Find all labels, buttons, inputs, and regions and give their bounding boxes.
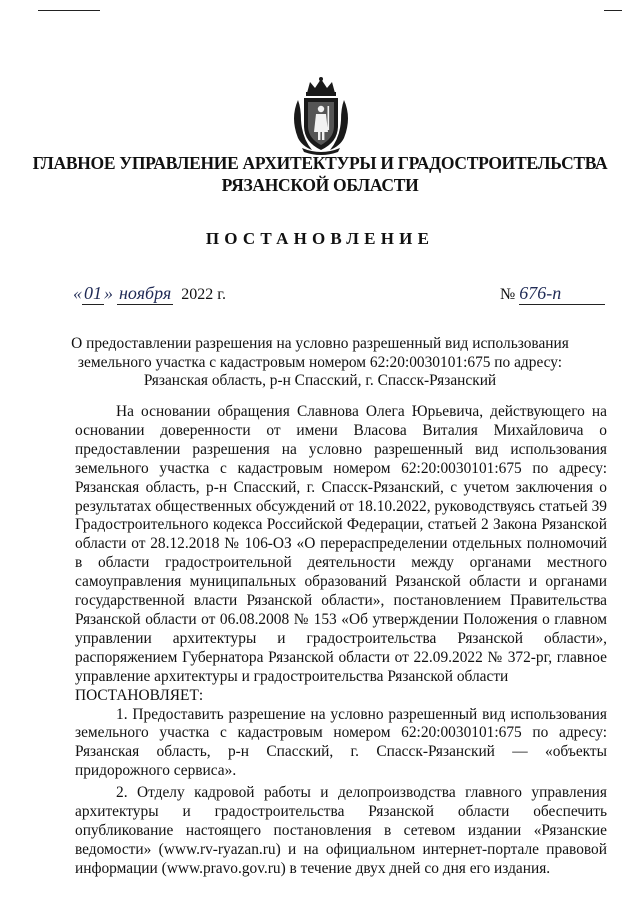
- body-resolves: ПОСТАНОВЛЯЕТ:: [75, 686, 204, 704]
- document-type-title: ПОСТАНОВЛЕНИЕ: [205, 229, 435, 248]
- organization-name: ГЛАВНОЕ УПРАВЛЕНИЕ АРХИТЕКТУРЫ И ГРАДОСТРОИТЕЛЬСТВА: [32, 153, 608, 173]
- document-subject: О предоставлении разрешения на условно разрешенный вид использования земельного участка с кадастровым номером 62:20:0030101:675 по адресу: Рязанская область, р-н Спасский, г. Спасск-Рязанский: [71, 335, 569, 389]
- date-day: 01: [84, 283, 102, 303]
- document-body: [75, 403, 607, 879]
- date-month: ноября: [119, 283, 172, 303]
- scan-edge-line: [38, 10, 100, 11]
- body-paragraph-preamble: На основании обращения Славнова Олега Юрьевича, действующего на основании доверенности от имени Власова Виталия Михайловича о предоставлении разрешения на условно разрешенный вид использования земельного участка с кадастровым номером 62:20:0030101:675 по адресу: Рязанская область, р-н Спасский, г. Спасск-Рязанский, с учетом заключения о результатах общественных обсуждений от 18.10.2022, руководствуясь статьей 39 Градостроительного кодекса Российской Федерации, статьей 2 Закона Рязанской области от 28.12.2018 № 106-ОЗ «О перераспределении отдельных полномочий в области градостроительной деятельности между органами местного самоуправления муниципальных образований Рязанской области и органами государственной власти Рязанской области», постановлением Правительства Рязанской области от 06.08.2008 № 153 «Об утверждении Положения о главном управлении архитектуры и градостроительства Рязанской области», распоряжением Губернатора Рязанской области от 22.09.2022 № 372-рг, главное управление архитектуры и градостроительства Рязанской области: [75, 403, 607, 685]
- ryazan-coat-of-arms-icon: [288, 76, 354, 156]
- number-prefix: №: [500, 286, 516, 303]
- body-paragraph-item-2: 2. Отделу кадровой работы и делопроизводства главного управления архитектуры и градостроительства Рязанской области обеспечить опубликование настоящего постановления в сетевом издании «Рязанские ведомости» (www.rv-ryazan.ru) и на официальном интернет-портале правовой информации (www.pravo.gov.ru) в течение двух дней со дня его издания.: [75, 784, 607, 877]
- body-paragraph-item-1: 1. Предоставить разрешение на условно разрешенный вид использования земельного участка с кадастровым номером 62:20:0030101:675 по адресу: Рязанская область, р-н Спасский, г. Спасск-Рязанский — «объекты придорожного сервиса».: [75, 705, 607, 780]
- date-year: 2022 г.: [181, 286, 227, 303]
- number-value: 676-п: [519, 283, 605, 305]
- date-close-quote: »: [104, 283, 113, 303]
- scan-edge-line: [604, 10, 622, 11]
- document-date: [73, 283, 226, 305]
- date-open-quote: «: [73, 283, 82, 303]
- document-number: [500, 283, 605, 305]
- organization-region: РЯЗАНСКОЙ ОБЛАСТИ: [221, 175, 419, 195]
